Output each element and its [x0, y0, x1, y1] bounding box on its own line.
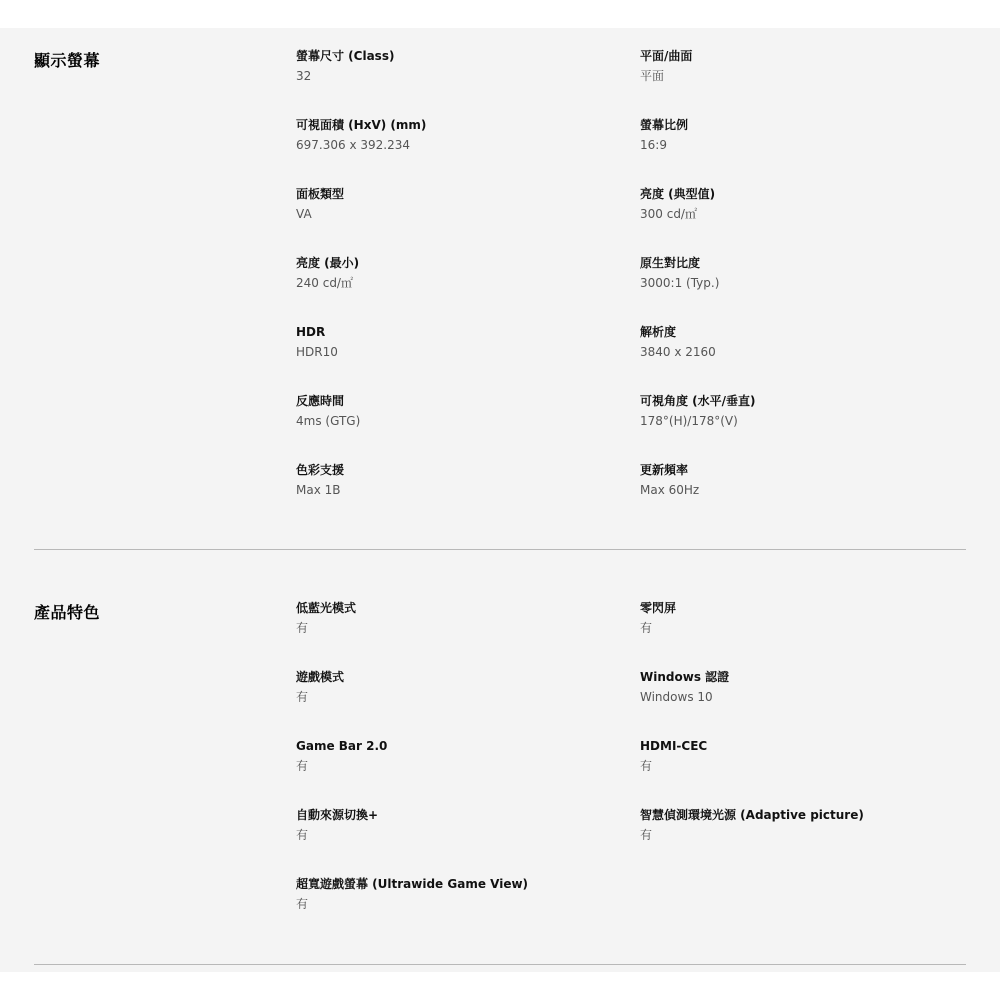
spec-value: 240 cd/㎡	[296, 276, 353, 290]
spec-item	[296, 807, 626, 843]
spec-value: 16:9	[640, 138, 667, 152]
spec-value: 300 cd/㎡	[640, 207, 697, 221]
spec-label: 反應時間	[296, 394, 345, 408]
bottom-divider	[34, 964, 966, 965]
spec-label: 解析度	[640, 325, 677, 339]
spec-value: 有	[296, 897, 309, 911]
spec-item	[296, 669, 626, 705]
spec-label: 螢幕尺寸 (Class)	[296, 49, 395, 63]
spec-value: Max 60Hz	[640, 483, 700, 497]
spec-item	[296, 462, 626, 498]
spec-value: 有	[640, 759, 653, 773]
spec-item	[640, 393, 970, 429]
spec-label: 智慧偵測環境光源 (Adaptive picture)	[640, 808, 864, 822]
spec-value: 有	[296, 759, 309, 773]
spec-label: 亮度 (最小)	[296, 256, 360, 270]
spec-item	[640, 255, 970, 291]
spec-item	[296, 48, 626, 84]
spec-item	[296, 393, 626, 429]
spec-value: 有	[296, 828, 309, 842]
spec-item	[296, 876, 626, 912]
spec-item	[640, 807, 970, 843]
spec-label: 色彩支援	[296, 463, 345, 477]
spec-label: 零閃屏	[640, 601, 677, 615]
spec-item	[640, 324, 970, 360]
spec-value: 3840 x 2160	[640, 345, 716, 359]
spec-value: 有	[640, 621, 653, 635]
spec-label: 原生對比度	[640, 256, 701, 270]
spec-item	[640, 600, 970, 636]
spec-value: 697.306 x 392.234	[296, 138, 410, 152]
spec-label: Game Bar 2.0	[296, 739, 388, 753]
spec-label: 可視面積 (HxV) (mm)	[296, 118, 427, 132]
spec-value: 3000:1 (Typ.)	[640, 276, 720, 290]
spec-value: 4ms (GTG)	[296, 414, 361, 428]
spec-value: 平面	[640, 69, 665, 83]
spec-item	[296, 600, 626, 636]
spec-value: 有	[640, 828, 653, 842]
spec-value: Max 1B	[296, 483, 341, 497]
section-title-features: 產品特色	[34, 603, 101, 622]
spec-label: 螢幕比例	[640, 118, 689, 132]
spec-item	[296, 186, 626, 222]
spec-label: 面板類型	[296, 187, 345, 201]
spec-label: 低藍光模式	[296, 601, 357, 615]
spec-item	[296, 255, 626, 291]
section-title-display: 顯示螢幕	[34, 51, 101, 70]
spec-panel	[0, 28, 1000, 972]
spec-item	[640, 669, 970, 705]
spec-item	[296, 324, 626, 360]
spec-value: HDR10	[296, 345, 338, 359]
spec-item	[640, 186, 970, 222]
spec-label: 自動來源切換+	[296, 808, 379, 822]
spec-value: 178°(H)/178°(V)	[640, 414, 738, 428]
spec-value: VA	[296, 207, 312, 221]
spec-label: 可視角度 (水平/垂直)	[640, 394, 756, 408]
spec-label: HDMI-CEC	[640, 739, 708, 753]
spec-label: HDR	[296, 325, 326, 339]
features-section	[34, 600, 966, 930]
spec-value: 有	[296, 690, 309, 704]
spec-label: 平面/曲面	[640, 49, 693, 63]
spec-label: 遊戲模式	[296, 670, 345, 684]
spec-label: 更新頻率	[640, 463, 689, 477]
spec-item	[296, 117, 626, 153]
spec-value: 有	[296, 621, 309, 635]
section-divider	[34, 549, 966, 550]
spec-label: 超寬遊戲螢幕 (Ultrawide Game View)	[296, 877, 529, 891]
spec-item	[640, 738, 970, 774]
spec-label: 亮度 (典型值)	[640, 187, 716, 201]
spec-value: 32	[296, 69, 312, 83]
spec-item	[296, 738, 626, 774]
display-section	[34, 48, 966, 548]
spec-label: Windows 認證	[640, 670, 730, 684]
spec-item	[640, 117, 970, 153]
spec-value: Windows 10	[640, 690, 713, 704]
spec-item	[640, 48, 970, 84]
spec-item	[640, 462, 970, 498]
